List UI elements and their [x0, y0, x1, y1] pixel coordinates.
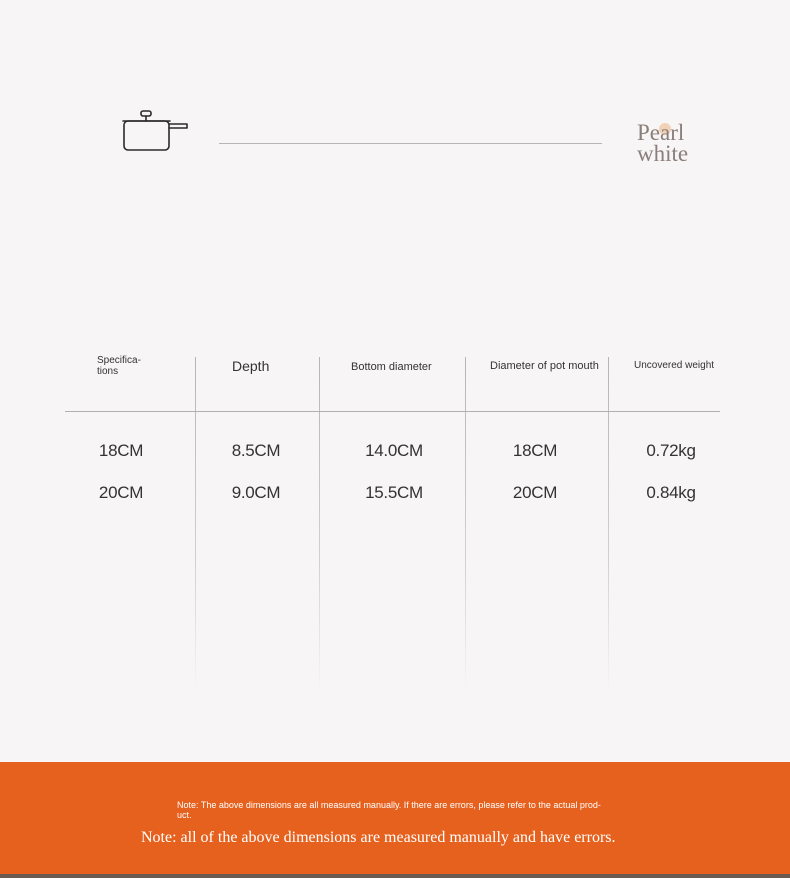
column-divider — [195, 357, 196, 692]
column-header-depth: Depth — [232, 358, 270, 374]
column-divider — [319, 357, 320, 692]
column-header-pot-mouth-diameter: Diameter of pot mouth — [490, 360, 599, 372]
table-cell: 18CM — [512, 441, 558, 460]
column-header-specifications: Specifica- tions — [97, 355, 141, 377]
color-name — [637, 122, 717, 164]
color-name-line2: white — [637, 141, 689, 166]
table-cell: 18CM — [98, 441, 144, 460]
footer-note: Note: all of the above dimensions are measured manually and have errors. — [141, 829, 616, 846]
header-row-divider — [65, 411, 720, 412]
column-header-uncovered-weight: Uncovered weight — [634, 360, 715, 371]
table-cell: 14.0CM — [365, 441, 423, 460]
footer-edge — [0, 874, 790, 878]
footer-banner — [0, 762, 790, 878]
color-name-line1: Pearl — [637, 120, 685, 145]
saucepan-icon — [122, 108, 190, 154]
table-cell: 8.5CM — [231, 441, 281, 460]
table-cell: 0.84kg — [646, 483, 696, 502]
table-cell: 15.5CM — [365, 483, 423, 502]
footer-note-small: Note: The above dimensions are all measured manually. If there are errors, please refer to the actual prod- uct. — [177, 800, 601, 820]
table-cell: 0.72kg — [646, 441, 696, 460]
column-divider — [608, 357, 609, 692]
table-cell: 20CM — [512, 483, 558, 502]
column-header-bottom-diameter: Bottom diameter — [351, 361, 432, 373]
table-cell: 9.0CM — [231, 483, 281, 502]
column-divider — [465, 357, 466, 692]
table-cell: 20CM — [98, 483, 144, 502]
header-divider — [219, 143, 602, 144]
